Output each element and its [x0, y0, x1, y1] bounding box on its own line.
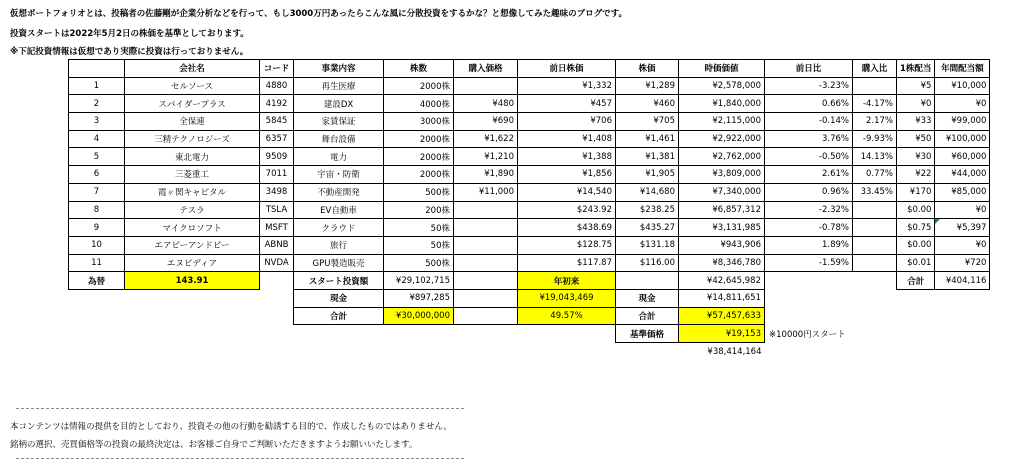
summary-row-2 [69, 289, 990, 307]
annual-dividend-cell: ¥85,000 [935, 183, 990, 201]
dividend-per-share-cell: ¥30 [897, 148, 935, 166]
fx-value: 143.91 [125, 272, 260, 290]
price-cell: $238.25 [616, 201, 679, 219]
dividend-per-share-cell: $0.01 [897, 254, 935, 272]
dividend-per-share-cell: $0.00 [897, 201, 935, 219]
base-price-note: ※10000円スタート [769, 329, 846, 340]
base-price-value: ¥19,153 [679, 325, 765, 343]
row-index-cell: 10 [69, 236, 125, 254]
annual-dividend-cell: ¥0 [935, 236, 990, 254]
purchase-change-cell [853, 254, 897, 272]
annual-dividend-cell: ¥99,000 [935, 113, 990, 131]
portfolio-table [68, 59, 990, 360]
shares-cell: 500株 [384, 183, 454, 201]
company-name-cell: セルソース [125, 77, 260, 95]
price-cell: $131.18 [616, 236, 679, 254]
market-value-cell: ¥7,340,000 [679, 183, 765, 201]
business-cell: 再生医療 [294, 77, 384, 95]
purchase-price-cell [454, 254, 518, 272]
intro-line-1: 仮想ポートフォリオとは、投稿者の佐藤剛が企業分析などを行って、もし3000万円あったらこんな風に分散投資をするかな？と想像してみた趣味のブログです。 [10, 9, 627, 19]
row-index-cell: 5 [69, 148, 125, 166]
ytd-percent: 49.57% [518, 307, 616, 325]
extra-value: ¥38,414,164 [707, 346, 762, 357]
shares-cell: 50株 [384, 219, 454, 237]
dividend-per-share-cell: $0.00 [897, 236, 935, 254]
shares-cell: 3000株 [384, 113, 454, 131]
disclaimer-line-1: 本コンテンツは情報の提供を目的としており、投資その他の行動を勧誘する目的で、作成したものではありません。 [10, 422, 452, 432]
stock-code-cell: TSLA [260, 201, 294, 219]
day-change-cell: -0.50% [765, 148, 853, 166]
header-purchase-price: 購入価格 [454, 60, 518, 78]
day-change-cell: -0.14% [765, 113, 853, 131]
start-investment-value: ¥29,102,715 [384, 272, 454, 290]
prev-price-cell: ¥457 [518, 95, 616, 113]
current-total-label: 合計 [616, 307, 679, 325]
business-cell: GPU製造販売 [294, 254, 384, 272]
company-name-cell: 東北電力 [125, 148, 260, 166]
stock-code-cell: 5845 [260, 113, 294, 131]
header-market-value: 時価価値 [679, 60, 765, 78]
header-business: 事業内容 [294, 60, 384, 78]
header-code: コード [260, 60, 294, 78]
market-value-cell: ¥3,131,985 [679, 219, 765, 237]
summary-row-5 [69, 343, 990, 361]
company-name-cell: エアビーアンドビー [125, 236, 260, 254]
stock-code-cell: 7011 [260, 166, 294, 184]
row-index-cell: 2 [69, 95, 125, 113]
purchase-price-cell: ¥11,000 [454, 183, 518, 201]
business-cell: クラウド [294, 219, 384, 237]
shares-cell: 2000株 [384, 166, 454, 184]
initial-total-label: 合計 [294, 307, 384, 325]
shares-cell: 2000株 [384, 77, 454, 95]
purchase-price-cell: ¥1,210 [454, 148, 518, 166]
summary-row-4 [69, 325, 990, 343]
table-header-row-group [69, 60, 990, 78]
annual-dividend-cell: ¥720 [935, 254, 990, 272]
purchase-change-cell: 2.17% [853, 113, 897, 131]
annual-dividend-cell: ¥60,000 [935, 148, 990, 166]
price-cell: ¥460 [616, 95, 679, 113]
business-cell: 電力 [294, 148, 384, 166]
divider-bottom [16, 458, 464, 459]
divider-top [16, 408, 464, 409]
table-row [69, 77, 990, 95]
header-day-change: 前日比 [765, 60, 853, 78]
current-total-value: ¥57,457,633 [679, 307, 765, 325]
stock-code-cell: NVDA [260, 254, 294, 272]
header-prev-price: 前日株価 [518, 60, 616, 78]
row-index-cell: 1 [69, 77, 125, 95]
table-row [69, 113, 990, 131]
business-cell: 不動産開発 [294, 183, 384, 201]
dividend-total-value: ¥404,116 [935, 272, 990, 290]
company-name-cell: 霞ヶ関キャピタル [125, 183, 260, 201]
dividend-per-share-cell: ¥22 [897, 166, 935, 184]
market-value-cell: ¥2,578,000 [679, 77, 765, 95]
purchase-change-cell: -9.93% [853, 130, 897, 148]
start-investment-label: スタート投資額 [294, 272, 384, 290]
price-cell: ¥1,289 [616, 77, 679, 95]
current-cash-value: ¥14,811,651 [679, 289, 765, 307]
business-cell: 建設DX [294, 95, 384, 113]
purchase-change-cell: -4.17% [853, 95, 897, 113]
purchase-change-cell: 14.13% [853, 148, 897, 166]
disclaimer-line-2: 銘柄の選択、売買価格等の投資の最終決定は、お客様ご自身でご判断いただきますようお願いいたします。 [10, 440, 418, 450]
table-row [69, 219, 990, 237]
day-change-cell: -3.23% [765, 77, 853, 95]
row-index-cell: 3 [69, 113, 125, 131]
prev-price-cell: ¥1,332 [518, 77, 616, 95]
dividend-per-share-cell: $0.75 [897, 219, 935, 237]
stock-code-cell: 4192 [260, 95, 294, 113]
market-value-cell: ¥943,906 [679, 236, 765, 254]
annual-dividend-cell: ¥100,000 [935, 130, 990, 148]
row-index-cell: 7 [69, 183, 125, 201]
header-company: 会社名 [125, 60, 260, 78]
row-index-cell: 6 [69, 166, 125, 184]
shares-cell: 200株 [384, 201, 454, 219]
shares-cell: 500株 [384, 254, 454, 272]
table-row [69, 148, 990, 166]
table-row [69, 130, 990, 148]
prev-price-cell: $117.87 [518, 254, 616, 272]
dividend-total-label: 合計 [897, 272, 935, 290]
row-index-cell: 8 [69, 201, 125, 219]
shares-cell: 50株 [384, 236, 454, 254]
purchase-price-cell [454, 77, 518, 95]
purchase-change-cell [853, 219, 897, 237]
purchase-change-cell: 0.77% [853, 166, 897, 184]
market-value-cell: ¥2,922,000 [679, 130, 765, 148]
table-row [69, 201, 990, 219]
table-row [69, 183, 990, 201]
stock-code-cell: 3498 [260, 183, 294, 201]
table-row [69, 254, 990, 272]
day-change-cell: -0.78% [765, 219, 853, 237]
header-dividend-per-share: 1株配当 [897, 60, 935, 78]
purchase-change-cell: 33.45% [853, 183, 897, 201]
header-shares: 株数 [384, 60, 454, 78]
prev-price-cell: ¥14,540 [518, 183, 616, 201]
purchase-price-cell: ¥690 [454, 113, 518, 131]
dividend-per-share-cell: ¥5 [897, 77, 935, 95]
header-annual-dividend: 年間配当額 [935, 60, 990, 78]
price-cell: ¥1,905 [616, 166, 679, 184]
company-name-cell: エヌビディア [125, 254, 260, 272]
shares-cell: 2000株 [384, 148, 454, 166]
business-cell: 宇宙・防衛 [294, 166, 384, 184]
row-index-cell: 11 [69, 254, 125, 272]
stock-code-cell: 6357 [260, 130, 294, 148]
annual-dividend-cell: ¥0 [935, 201, 990, 219]
current-cash-label: 現金 [616, 289, 679, 307]
market-value-cell: ¥8,346,780 [679, 254, 765, 272]
stock-code-cell: MSFT [260, 219, 294, 237]
fx-label: 為替 [69, 272, 125, 290]
day-change-cell: 0.96% [765, 183, 853, 201]
annual-dividend-cell: ¥44,000 [935, 166, 990, 184]
ytd-value: ¥19,043,469 [518, 289, 616, 307]
dividend-per-share-cell: ¥50 [897, 130, 935, 148]
table-header-row [69, 60, 990, 78]
business-cell: 舞台設備 [294, 130, 384, 148]
annual-dividend-cell: ¥5,397 [935, 219, 990, 237]
day-change-cell: 1.89% [765, 236, 853, 254]
day-change-cell: -1.59% [765, 254, 853, 272]
table-row [69, 166, 990, 184]
summary-row-3 [69, 307, 990, 325]
cash-value: ¥897,285 [384, 289, 454, 307]
price-cell: ¥1,461 [616, 130, 679, 148]
table-body [69, 77, 990, 272]
prev-price-cell: ¥1,388 [518, 148, 616, 166]
company-name-cell: 三菱重工 [125, 166, 260, 184]
header-price: 株価 [616, 60, 679, 78]
prev-price-cell: $243.92 [518, 201, 616, 219]
price-cell: $116.00 [616, 254, 679, 272]
header-index [69, 60, 125, 78]
company-name-cell: マイクロソフト [125, 219, 260, 237]
row-index-cell: 4 [69, 130, 125, 148]
total-market-value: ¥42,645,982 [679, 272, 765, 290]
price-cell: ¥705 [616, 113, 679, 131]
stock-code-cell: 9509 [260, 148, 294, 166]
market-value-cell: ¥1,840,000 [679, 95, 765, 113]
initial-total-value: ¥30,000,000 [384, 307, 454, 325]
market-value-cell: ¥6,857,312 [679, 201, 765, 219]
price-cell: $435.27 [616, 219, 679, 237]
summary-section [69, 272, 990, 360]
market-value-cell: ¥2,115,000 [679, 113, 765, 131]
purchase-change-cell [853, 236, 897, 254]
cash-label: 現金 [294, 289, 384, 307]
day-change-cell: 0.66% [765, 95, 853, 113]
price-cell: ¥1,381 [616, 148, 679, 166]
company-name-cell: 三精テクノロジーズ [125, 130, 260, 148]
business-cell: EV自動車 [294, 201, 384, 219]
day-change-cell: 2.61% [765, 166, 853, 184]
header-purchase-change: 購入比 [853, 60, 897, 78]
dividend-per-share-cell: ¥170 [897, 183, 935, 201]
intro-line-3: ※下記投資情報は仮想であり実際に投資は行っておりません。 [10, 47, 249, 57]
prev-price-cell: ¥1,408 [518, 130, 616, 148]
company-name-cell: スパイダープラス [125, 95, 260, 113]
row-index-cell: 9 [69, 219, 125, 237]
stock-code-cell: ABNB [260, 236, 294, 254]
purchase-price-cell [454, 201, 518, 219]
shares-cell: 2000株 [384, 130, 454, 148]
ytd-label: 年初来 [518, 272, 616, 290]
purchase-price-cell [454, 219, 518, 237]
company-name-cell: 全保連 [125, 113, 260, 131]
summary-row-1 [69, 272, 990, 290]
day-change-cell: -2.32% [765, 201, 853, 219]
prev-price-cell: ¥706 [518, 113, 616, 131]
business-cell: 旅行 [294, 236, 384, 254]
base-price-label: 基準価格 [616, 325, 679, 343]
price-cell: ¥14,680 [616, 183, 679, 201]
purchase-price-cell: ¥1,890 [454, 166, 518, 184]
intro-line-2: 投資スタートは2022年5月2日の株価を基準としております。 [10, 29, 249, 39]
prev-price-cell: ¥1,856 [518, 166, 616, 184]
annual-dividend-cell: ¥10,000 [935, 77, 990, 95]
market-value-cell: ¥2,762,000 [679, 148, 765, 166]
dividend-per-share-cell: ¥0 [897, 95, 935, 113]
purchase-change-cell [853, 77, 897, 95]
market-value-cell: ¥3,809,000 [679, 166, 765, 184]
purchase-change-cell [853, 201, 897, 219]
purchase-price-cell: ¥480 [454, 95, 518, 113]
company-name-cell: テスラ [125, 201, 260, 219]
dividend-per-share-cell: ¥33 [897, 113, 935, 131]
stock-code-cell: 4880 [260, 77, 294, 95]
table-row [69, 236, 990, 254]
purchase-price-cell: ¥1,622 [454, 130, 518, 148]
purchase-price-cell [454, 236, 518, 254]
annual-dividend-cell: ¥0 [935, 95, 990, 113]
shares-cell: 4000株 [384, 95, 454, 113]
business-cell: 家賃保証 [294, 113, 384, 131]
prev-price-cell: $128.75 [518, 236, 616, 254]
prev-price-cell: $438.69 [518, 219, 616, 237]
table-row [69, 95, 990, 113]
day-change-cell: 3.76% [765, 130, 853, 148]
